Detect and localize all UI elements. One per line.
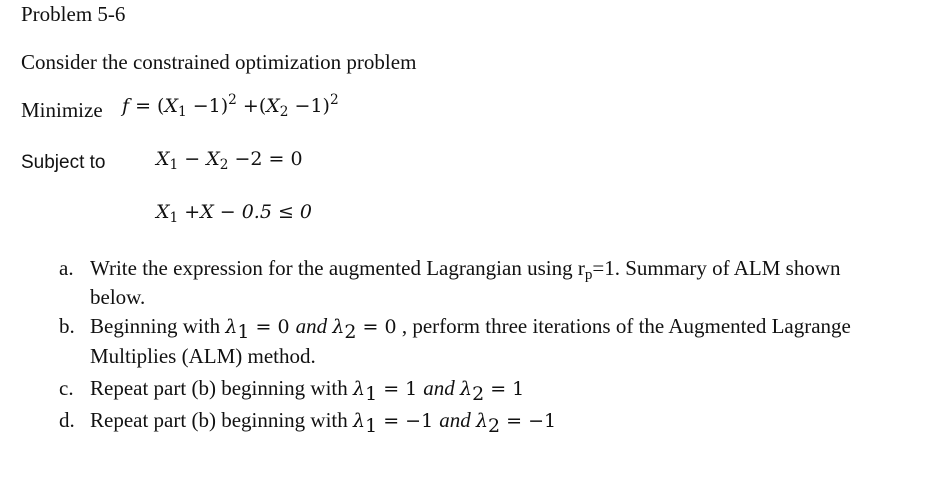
objective-term2-close: −1) bbox=[288, 95, 330, 117]
task-d-letter: d. bbox=[59, 408, 75, 432]
objective-square-1: 2 bbox=[228, 92, 237, 109]
objective-f: f bbox=[122, 95, 130, 117]
task-c-equals-2: = 1 bbox=[484, 378, 525, 400]
task-d-equals-2: = −1 bbox=[500, 410, 557, 432]
task-c-prefix: Repeat part (b) beginning with bbox=[90, 376, 354, 400]
task-b-lambda-1-subscript: 1 bbox=[237, 321, 250, 344]
task-d-prefix: Repeat part (b) beginning with bbox=[90, 408, 354, 432]
constraint-1-x1-subscript: 1 bbox=[169, 156, 179, 173]
constraint-1-tail: −2 = 0 bbox=[228, 148, 303, 170]
task-d-lambda-1: λ bbox=[353, 410, 366, 432]
task-d-lambda-2-subscript: 2 bbox=[488, 415, 501, 438]
task-c-line bbox=[90, 376, 525, 406]
task-b-suffix: , perform three iterations of the Augmented Lagrange bbox=[396, 314, 851, 338]
objective-open-paren: ( bbox=[157, 95, 165, 117]
constraint-2-x1-subscript: 1 bbox=[169, 209, 179, 226]
task-c-lambda-2-subscript: 2 bbox=[472, 383, 485, 406]
task-b-line-1 bbox=[90, 314, 851, 344]
constraint-1-x1: X bbox=[156, 148, 170, 170]
task-b-lambda-2-subscript: 2 bbox=[344, 321, 357, 344]
task-a-suffix: =1. Summary of ALM shown bbox=[592, 256, 841, 280]
task-b-lambda-2: λ bbox=[332, 316, 345, 338]
task-b-equals-2: = 0 bbox=[356, 316, 397, 338]
objective-equals: = bbox=[129, 95, 158, 117]
problem-title: Problem 5-6 bbox=[21, 2, 126, 26]
task-c-lambda-1: λ bbox=[353, 378, 366, 400]
task-c-letter: c. bbox=[59, 376, 74, 400]
constraint-1-minus-x2: − X bbox=[178, 148, 220, 170]
task-d-lambda-1-subscript: 1 bbox=[365, 415, 378, 438]
objective-expression bbox=[122, 92, 339, 120]
task-a-letter: a. bbox=[59, 256, 74, 280]
task-c-equals-1: = 1 bbox=[377, 378, 424, 400]
task-b-line-2: Multiplies (ALM) method. bbox=[90, 344, 316, 368]
problem-intro: Consider the constrained optimization problem bbox=[21, 50, 417, 74]
task-c-lambda-1-subscript: 1 bbox=[365, 383, 378, 406]
task-b-and: and bbox=[295, 314, 328, 338]
task-d-line bbox=[90, 408, 557, 438]
objective-x1-subscript: 1 bbox=[178, 103, 187, 120]
objective-term1-close: −1) bbox=[186, 95, 229, 117]
constraint-equality bbox=[156, 148, 303, 173]
task-d-lambda-2: λ bbox=[475, 410, 488, 432]
constraint-1-x2-subscript: 2 bbox=[219, 156, 229, 173]
task-c-lambda-2: λ bbox=[460, 378, 473, 400]
task-d-and: and bbox=[439, 408, 471, 432]
constraint-2-x1: X bbox=[156, 201, 170, 223]
task-b-letter: b. bbox=[59, 314, 75, 338]
objective-label: Minimize bbox=[21, 98, 103, 122]
task-c-and: and bbox=[423, 376, 455, 400]
task-a-line-1 bbox=[90, 256, 841, 284]
task-a-rp-subscript: p bbox=[584, 267, 593, 284]
task-b-prefix: Beginning with bbox=[90, 314, 226, 338]
task-b-equals-1: = 0 bbox=[249, 316, 296, 338]
constraint-2-tail: +X − 0.5 ≤ 0 bbox=[178, 201, 313, 223]
objective-x2-subscript: 2 bbox=[279, 103, 289, 120]
objective-x2: X bbox=[266, 95, 280, 117]
task-d-equals-1: = −1 bbox=[377, 410, 440, 432]
task-a-line-2: below. bbox=[90, 285, 146, 309]
task-a-prefix: Write the expression for the augmented Lagrangian using r bbox=[90, 256, 585, 280]
objective-plus: +( bbox=[236, 95, 267, 117]
objective-x1: X bbox=[164, 95, 178, 117]
task-b-lambda-1: λ bbox=[225, 316, 238, 338]
objective-square-2: 2 bbox=[329, 92, 339, 109]
constraint-inequality bbox=[156, 201, 313, 226]
subject-to-label: Subject to bbox=[21, 152, 106, 173]
